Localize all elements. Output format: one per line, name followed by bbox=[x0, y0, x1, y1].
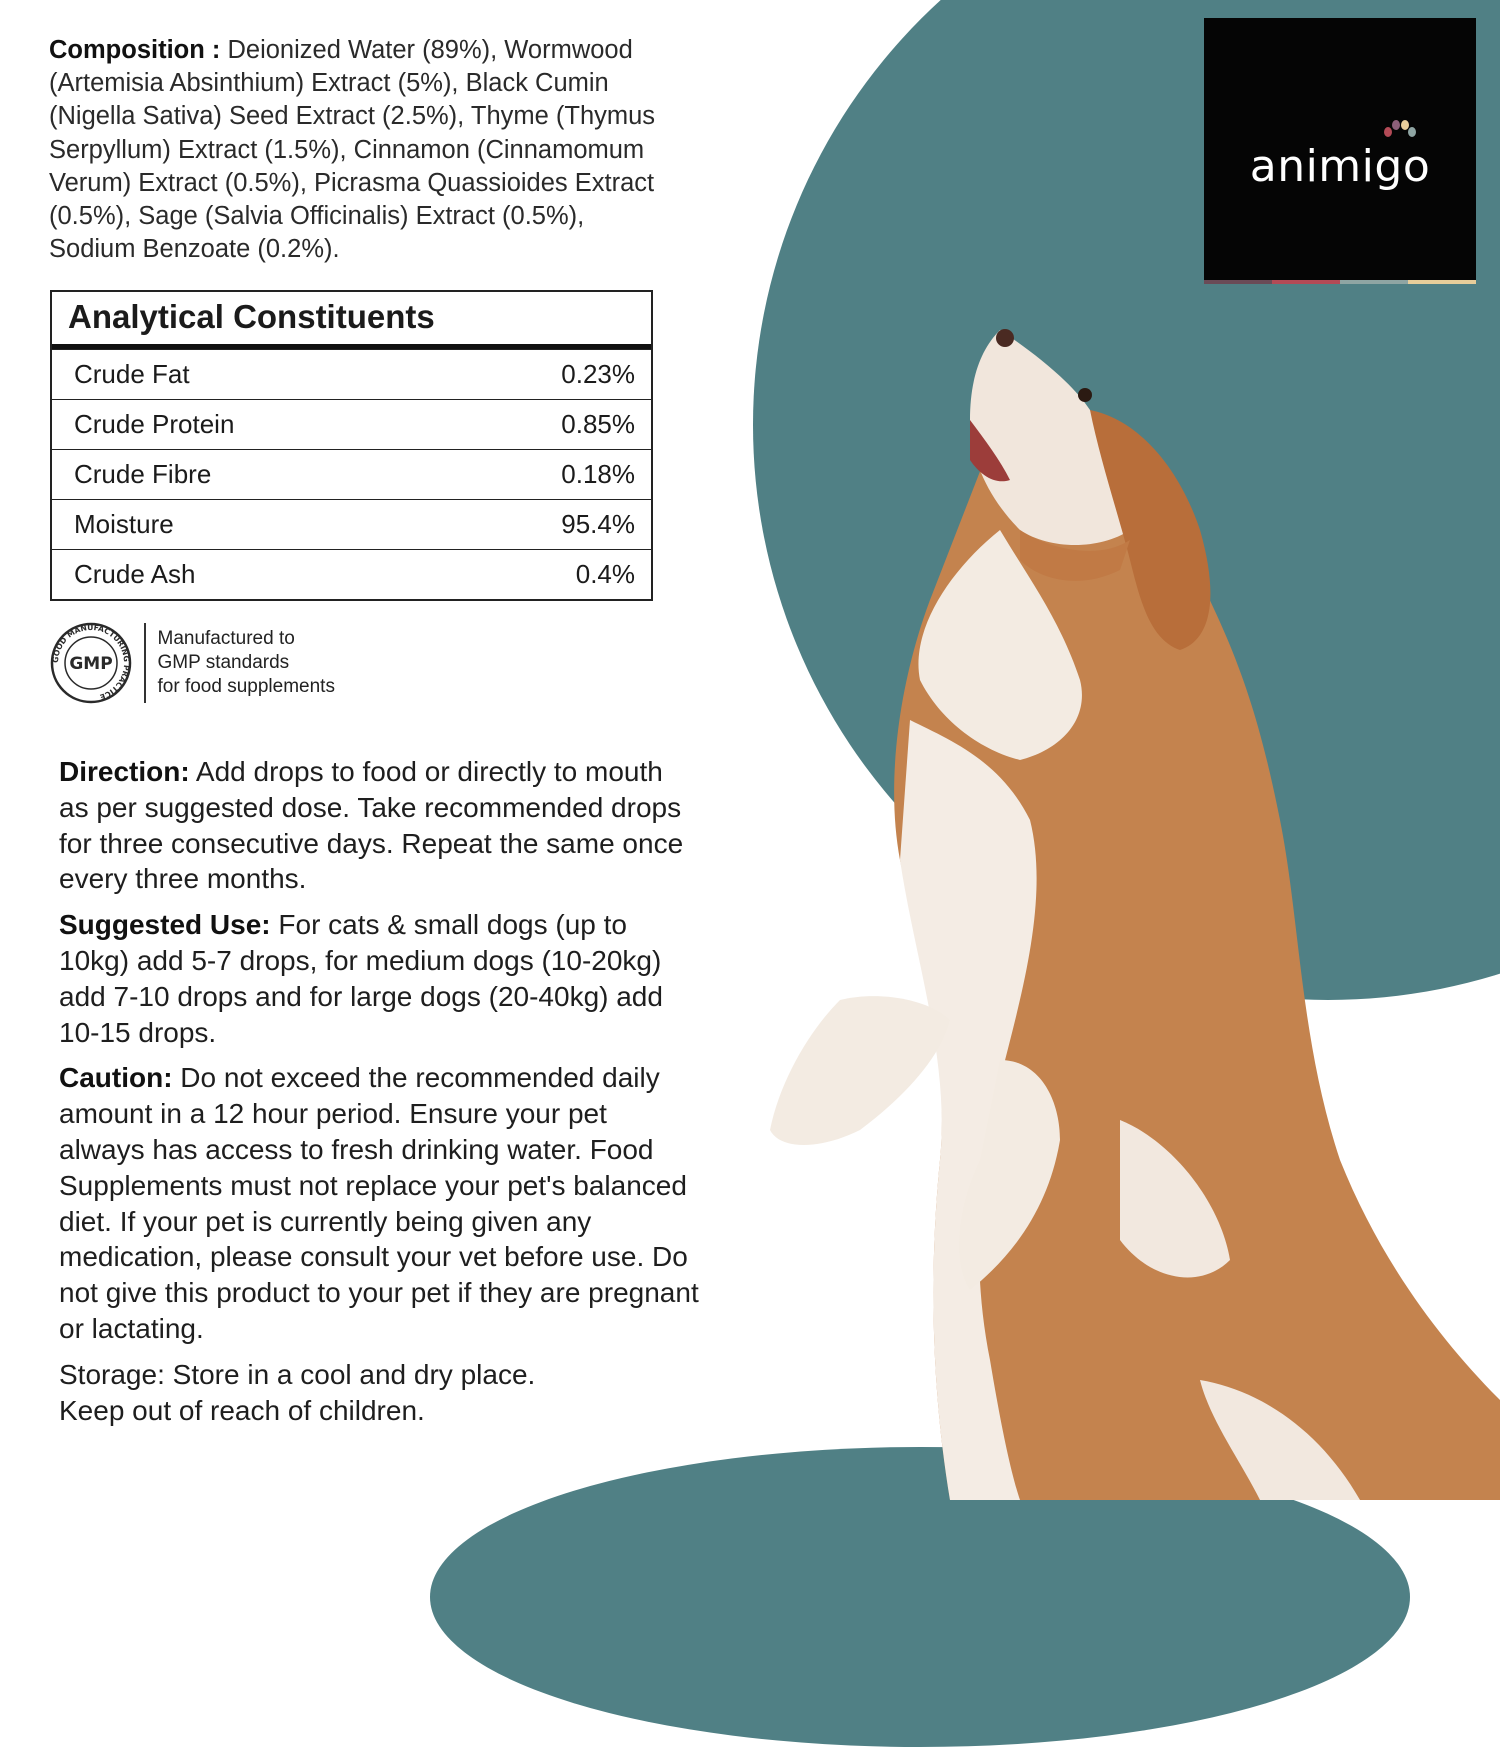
composition-label: Composition : bbox=[49, 36, 221, 64]
direction-label: Direction: bbox=[59, 756, 190, 787]
row-name: Crude Fat bbox=[74, 359, 190, 389]
direction-text: Add drops to food or directly to mouth as per suggested dose. Take recommended drops for three consecutive days. Repeat the same once every three months. bbox=[59, 756, 684, 895]
table-row bbox=[52, 399, 651, 449]
stripe-1 bbox=[1204, 280, 1272, 284]
gmp-ring-text: GOOD MANUFACTURING PRACTICE bbox=[50, 622, 132, 702]
row-value: 0.18% bbox=[561, 459, 635, 489]
stripe-4 bbox=[1408, 280, 1476, 284]
gmp-line-3: for food supplements bbox=[157, 676, 335, 697]
brand-stripes bbox=[1204, 280, 1476, 284]
row-name: Crude Ash bbox=[74, 559, 196, 589]
row-name: Crude Fibre bbox=[74, 459, 212, 489]
stripe-3 bbox=[1340, 280, 1408, 284]
gmp-divider bbox=[144, 623, 146, 703]
caution-paragraph bbox=[59, 1060, 699, 1346]
paw-print-icon bbox=[1382, 118, 1416, 146]
gmp-line-2: GMP standards bbox=[157, 652, 290, 673]
instructions-section bbox=[59, 754, 699, 1438]
table-row bbox=[52, 499, 651, 549]
suggested-use-label: Suggested Use: bbox=[59, 909, 271, 941]
brand-name: animigo bbox=[1249, 141, 1431, 192]
gmp-certification bbox=[50, 622, 335, 704]
row-name: Moisture bbox=[74, 509, 174, 539]
gmp-text bbox=[158, 627, 335, 699]
table-row bbox=[52, 449, 651, 499]
row-name: Crude Protein bbox=[74, 409, 235, 439]
table-row bbox=[52, 549, 651, 599]
brand-logo bbox=[1204, 18, 1476, 280]
caution-label: Caution: bbox=[59, 1062, 173, 1094]
suggested-use-text: For cats & small dogs (up to 10kg) add 5-7 drops, for medium dogs (10-20kg) add 7-10 drops and for large dogs (20-40kg) add 10-15 drops. bbox=[59, 909, 663, 1048]
beagle-dog-image bbox=[700, 300, 1500, 1500]
row-value: 0.4% bbox=[575, 559, 635, 589]
row-value: 95.4% bbox=[561, 509, 635, 539]
gmp-line-1: Manufactured to bbox=[157, 628, 295, 649]
composition-text: Deionized Water (89%), Wormwood (Artemisia Absinthium) Extract (5%), Black Cumin (Nigella Sativa) Seed Extract (2.5%), Thyme (Thymus Serpyllum) Extract (1.5%), Cinnamon (Cinnamomum Verum) Extract (0.5%), Picrasma Quassioides Extract (0.5%), Sage (Salvia Officinalis) Extract (0.5%), Sodium Benzoate (0.2%). bbox=[49, 36, 656, 264]
analytical-title: Analytical Constituents bbox=[52, 292, 651, 349]
gmp-badge-label: GMP bbox=[69, 654, 113, 674]
storage-text: Store in a cool and dry place. Keep out of reach of children. bbox=[59, 1358, 536, 1426]
storage-paragraph bbox=[59, 1357, 599, 1429]
table-row bbox=[52, 349, 651, 399]
row-value: 0.23% bbox=[561, 359, 635, 389]
caution-text: Do not exceed the recommended daily amount in a 12 hour period. Ensure your pet always has access to fresh drinking water. Food Supplements must not replace your pet's balanced diet. If your pet is currently being given any medication, please consult your vet before use. Do not give this product to your pet if they are pregnant or lactating. bbox=[59, 1062, 699, 1344]
analytical-constituents-table bbox=[50, 290, 653, 601]
gmp-badge-icon bbox=[50, 622, 132, 704]
storage-label: Storage: bbox=[59, 1358, 165, 1390]
suggested-use-paragraph bbox=[59, 907, 699, 1050]
direction-paragraph bbox=[59, 754, 699, 897]
stripe-2 bbox=[1272, 280, 1340, 284]
composition-paragraph bbox=[49, 34, 669, 266]
row-value: 0.85% bbox=[561, 409, 635, 439]
